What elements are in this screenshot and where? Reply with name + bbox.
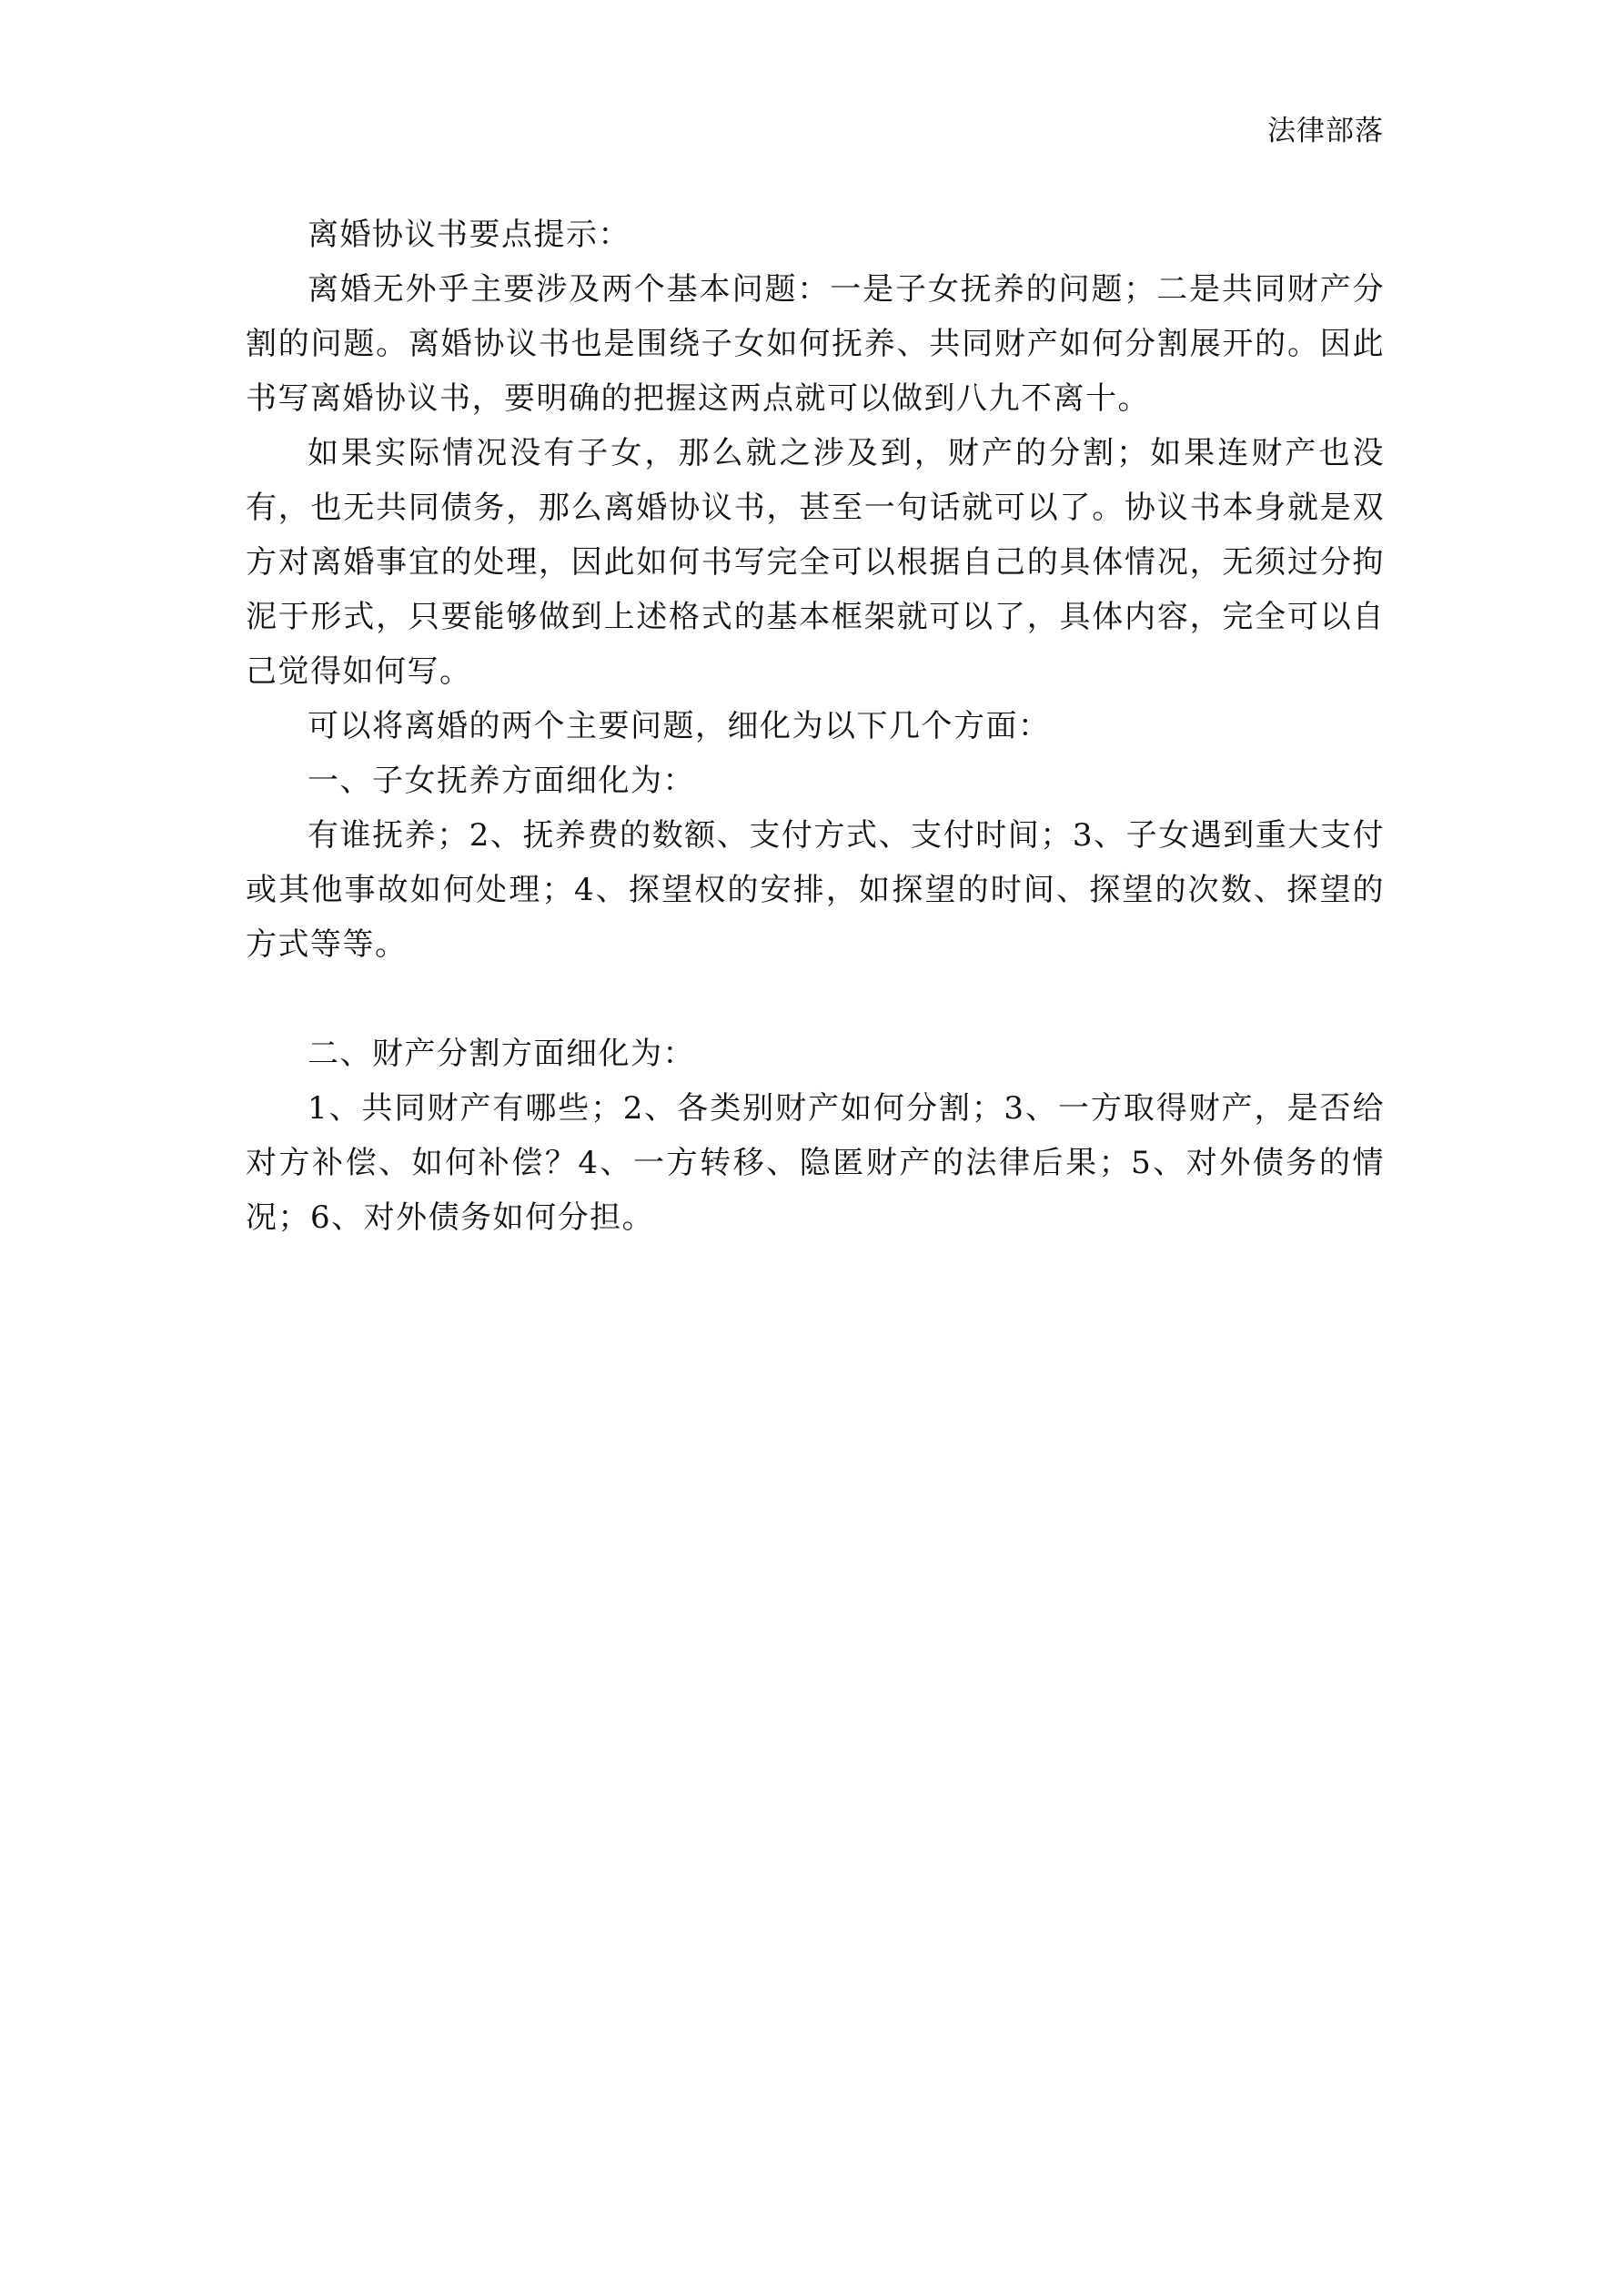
- paragraph-property-division-details: 1、共同财产有哪些；2、各类别财产如何分割；3、一方取得财产，是否给对方补偿、如何补偿？4、一方转移、隐匿财产的法律后果；5、对外债务的情况；6、对外债务如何分担。: [246, 1090, 1385, 1236]
- paragraph-no-children: 如果实际情况没有子女，那么就之涉及到，财产的分割；如果连财产也没有，也无共同债务，那么离婚协议书，甚至一句话就可以了。协议书本身就是双方对离婚事宜的处理，因此如何书写完全可以根据自己的具体情况，无须过分拘泥于形式，只要能够做到上述格式的基本框架就可以了，具体内容，完全可以自己觉得如何写。: [246, 435, 1385, 690]
- section-heading-child-support: 一、子女抚养方面细化为：: [308, 763, 695, 799]
- document-body: [246, 207, 1385, 1245]
- blank-line: [246, 972, 1385, 1027]
- section-heading-tips: 离婚协议书要点提示：: [308, 217, 630, 253]
- paragraph-basic-issues: 离婚无外乎主要涉及两个基本问题：一是子女抚养的问题；二是共同财产分割的问题。离婚协议书也是围绕子女如何抚养、共同财产如何分割展开的。因此书写离婚协议书，要明确的把握这两点就可以做到八九不离十。: [246, 271, 1385, 417]
- page-header: 法律部落: [1267, 115, 1384, 147]
- paragraph-child-support-details: 有谁抚养；2、抚养费的数额、支付方式、支付时间；3、子女遇到重大支付或其他事故如何处理；4、探望权的安排，如探望的时间、探望的次数、探望的方式等等。: [246, 817, 1385, 963]
- section-heading-property-division: 二、财产分割方面细化为：: [308, 1036, 695, 1072]
- paragraph-refinement-intro: 可以将离婚的两个主要问题，细化为以下几个方面：: [308, 708, 1051, 744]
